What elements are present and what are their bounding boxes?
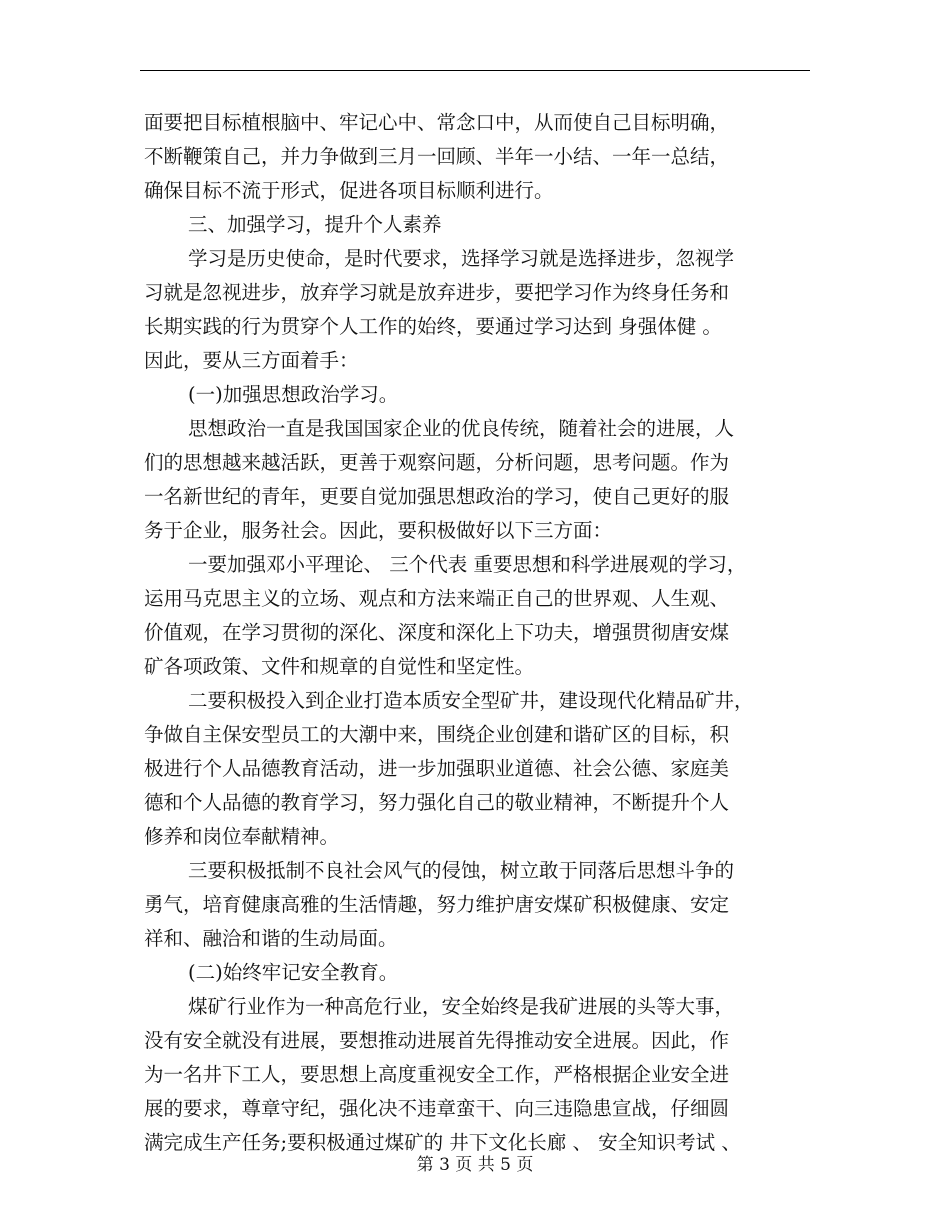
text-line: 因此，要从三方面着手： bbox=[144, 349, 359, 372]
text-line: 一要加强邓小平理论、 三个代表 重要思想和科学进展观的学习， bbox=[188, 553, 747, 576]
text-line: 学习是历史使命，是时代要求，选择学习就是选择进步，忽视学 bbox=[188, 247, 735, 270]
text-line: 修养和岗位奉献精神。 bbox=[144, 825, 340, 848]
text-line: 们的思想越来越活跃，更善于观察问题，分析问题，思考问题。作为 bbox=[144, 451, 730, 474]
text-line: 为一名井下工人，要思想上高度重视安全工作，严格根据企业安全进 bbox=[144, 1063, 730, 1086]
page-footer: 第 3 页 共 5 页 bbox=[416, 1155, 534, 1175]
text-line: 三要积极抵制不良社会风气的侵蚀，树立敢于同落后思想斗争的 bbox=[188, 859, 735, 882]
text-line: 没有安全就没有进展，要想推动进展首先得推动安全进展。因此，作 bbox=[144, 1029, 730, 1052]
text-line: 祥和、融洽和谐的生动局面。 bbox=[144, 927, 398, 950]
text-line: 满完成生产任务;要积极通过煤矿的 井下文化长廊 、 安全知识考试 、 bbox=[144, 1131, 741, 1154]
text-line: 一名新世纪的青年，更要自觉加强思想政治的学习，使自己更好的服 bbox=[144, 485, 730, 508]
text-line: 二要积极投入到企业打造本质安全型矿井，建设现代化精品矿井， bbox=[188, 689, 754, 712]
text-line: 习就是忽视进步，放弃学习就是放弃进步，要把学习作为终身任务和 bbox=[144, 281, 730, 304]
text-line: 勇气，培育健康高雅的生活情趣，努力维护唐安煤矿积极健康、安定 bbox=[144, 893, 730, 916]
text-line: (二)始终牢记安全教育。 bbox=[188, 961, 399, 984]
text-line: 极进行个人品德教育活动，进一步加强职业道德、社会公德、家庭美 bbox=[144, 757, 730, 780]
text-line: 煤矿行业作为一种高危行业，安全始终是我矿进展的头等大事， bbox=[188, 995, 735, 1018]
text-line: 价值观，在学习贯彻的深化、深度和深化上下功夫，增强贯彻唐安煤 bbox=[144, 621, 730, 644]
text-line: 务于企业，服务社会。因此，要积极做好以下三方面： bbox=[144, 519, 613, 542]
text-line: 思想政治一直是我国国家企业的优良传统，随着社会的进展，人 bbox=[188, 417, 735, 440]
document-body bbox=[144, 106, 809, 1160]
text-line: 德和个人品德的教育学习，努力强化自己的敬业精神，不断提升个人 bbox=[144, 791, 730, 814]
header-rule bbox=[140, 70, 810, 71]
text-line: (一)加强思想政治学习。 bbox=[188, 383, 399, 406]
text-line: 运用马克思主义的立场、观点和方法来端正自己的世界观、人生观、 bbox=[144, 587, 730, 610]
text-line: 展的要求，尊章守纪，强化决不违章蛮干、向三违隐患宣战，仔细圆 bbox=[144, 1097, 730, 1120]
text-line: 争做自主保安型员工的大潮中来，围绕企业创建和谐矿区的目标，积 bbox=[144, 723, 730, 746]
text-line: 确保目标不流于形式，促进各项目标顺利进行。 bbox=[144, 179, 554, 202]
text-line: 面要把目标植根脑中、牢记心中、常念口中，从而使自己目标明确， bbox=[144, 111, 730, 134]
text-line: 长期实践的行为贯穿个人工作的始终，要通过学习达到 身强体健 。 bbox=[144, 315, 722, 338]
text-line: 矿各项政策、文件和规章的自觉性和坚定性。 bbox=[144, 655, 535, 678]
text-line: 不断鞭策自己，并力争做到三月一回顾、半年一小结、一年一总结， bbox=[144, 145, 730, 168]
text-line: 三、加强学习，提升个人素养 bbox=[188, 213, 442, 236]
